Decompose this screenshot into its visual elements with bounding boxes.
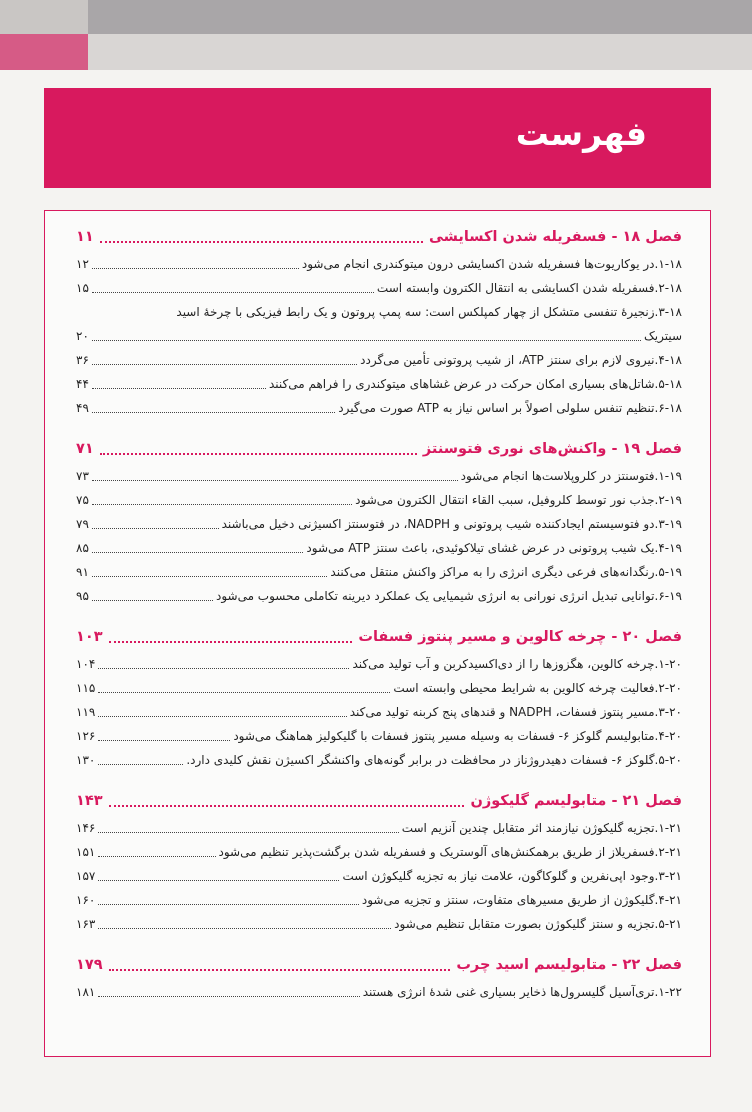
chapter-heading[interactable] [76, 622, 682, 652]
toc-entry[interactable] [76, 488, 682, 512]
entry-page-number: ۷۳ [76, 469, 89, 483]
entry-title: چرخه کالوین، هگزوزها را از دی‌اکسیدکربن و آب تولید می‌کند [352, 657, 655, 671]
leader-dots [92, 388, 266, 389]
chapter-section [76, 786, 682, 936]
chapter-title: فصل ۲۰ - چرخه کالوین و مسیر پنتوز فسفات [358, 629, 682, 645]
entry-title: در یوکاریوت‌ها فسفریله شدن اکسایشی درون میتوکندری انجام می‌شود [301, 257, 655, 271]
toc-entry-line [76, 324, 682, 348]
entry-title: یک شیب پروتونی در عرض غشای تیلاکوئیدی، باعث سنتز ATP می‌شود [306, 541, 655, 555]
leader-dots [92, 480, 458, 481]
leader-dots [98, 928, 391, 929]
entry-title: تری‌آسیل گلیسرول‌ها ذخایر بسیاری غنی شدهٔ انرژی هستند [362, 985, 655, 999]
chapter-page-number: ۱۴۳ [76, 793, 103, 809]
entry-number: ۵-۱۸. [654, 377, 682, 391]
entry-page-number: ۱۶۳ [76, 917, 96, 931]
entry-title: گلوکز ۶- فسفات دهیدروژناز در محافظت در برابر گونه‌های واکنشگر اکسیژن نقش کلیدی دارد. [186, 753, 655, 767]
entry-page-number: ۹۵ [76, 589, 89, 603]
entry-page-number: ۱۳۰ [76, 753, 96, 767]
toc-entry[interactable] [76, 652, 682, 676]
leader-dots [92, 412, 335, 413]
entry-number: ۱-۲۲. [654, 985, 682, 999]
leader-dots [98, 716, 346, 717]
entry-number: ۴-۱۹. [654, 541, 682, 555]
section-gap [76, 608, 682, 622]
leader-dots [109, 795, 465, 807]
entry-title: توانایی تبدیل انرژی نورانی به انرژی شیمیایی یک عملکرد دیرینه تکاملی محسوب می‌شود [215, 589, 655, 603]
entry-number: ۳-۱۸. [654, 305, 682, 319]
toc-entry[interactable] [76, 396, 682, 420]
entry-number: ۳-۲۱. [654, 869, 682, 883]
entry-number: ۶-۱۹. [654, 589, 682, 603]
decor-block [88, 34, 752, 70]
entry-page-number: ۹۱ [76, 565, 89, 579]
entry-number: ۵-۲۱. [654, 917, 682, 931]
entry-number: ۲-۱۹. [654, 493, 682, 507]
leader-dots [98, 692, 390, 693]
entry-page-number: ۴۹ [76, 401, 89, 415]
entry-number: ۱-۱۸. [654, 257, 682, 271]
entry-title: رنگدانه‌های فرعی دیگری انرژی را به مراکز واکنش منتقل می‌کنند [330, 565, 655, 579]
leader-dots [98, 740, 230, 741]
entry-title: جذب نور توسط کلروفیل، سبب القاء انتقال الکترون می‌شود [355, 493, 655, 507]
entry-page-number: ۷۵ [76, 493, 89, 507]
entry-number: ۲-۲۰. [654, 681, 682, 695]
toc-entry[interactable] [76, 276, 682, 300]
chapter-title: فصل ۲۱ - متابولیسم گلیکوژن [470, 793, 682, 809]
entry-number: ۱-۱۹. [654, 469, 682, 483]
chapter-heading[interactable] [76, 950, 682, 980]
toc-entry[interactable] [76, 300, 682, 348]
leader-dots [100, 443, 417, 455]
chapter-title: فصل ۲۲ - متابولیسم اسید چرب [456, 957, 682, 973]
toc-entry-line [76, 300, 682, 324]
entry-page-number: ۱۰۴ [76, 657, 96, 671]
entry-number: ۴-۲۰. [654, 729, 682, 743]
chapter-section [76, 622, 682, 772]
toc-entry[interactable] [76, 888, 682, 912]
chapter-heading[interactable] [76, 434, 682, 464]
toc-entry[interactable] [76, 980, 682, 1004]
entry-page-number: ۱۸۱ [76, 985, 96, 999]
toc-entry[interactable] [76, 512, 682, 536]
entry-number: ۳-۲۰. [654, 705, 682, 719]
toc-entry[interactable] [76, 464, 682, 488]
entry-title: فسفریلاز از طریق برهمکنش‌های آلوستریک و فسفریله شدن برگشت‌پذیر تنظیم می‌شود [218, 845, 655, 859]
chapter-section [76, 434, 682, 608]
entry-page-number: ۱۲۶ [76, 729, 96, 743]
section-gap [76, 772, 682, 786]
entry-number: ۱-۲۰. [654, 657, 682, 671]
toc-entry[interactable] [76, 584, 682, 608]
leader-dots [100, 231, 423, 243]
entry-page-number: ۱۵ [76, 281, 89, 295]
chapter-page-number: ۷۱ [76, 441, 94, 457]
leader-dots [98, 856, 215, 857]
chapter-title: فصل ۱۸ - فسفریله شدن اکسایشی [428, 229, 682, 245]
decor-block [88, 0, 752, 34]
entry-number: ۶-۱۸. [654, 401, 682, 415]
entry-page-number: ۱۵۷ [76, 869, 96, 883]
page-title: فهرست [515, 114, 647, 153]
entry-number: ۲-۱۸. [654, 281, 682, 295]
toc-entry[interactable] [76, 348, 682, 372]
leader-dots [98, 668, 349, 669]
entry-page-number: ۱۱۵ [76, 681, 96, 695]
entry-number: ۵-۲۰. [654, 753, 682, 767]
entry-number: ۳-۱۹. [654, 517, 682, 531]
entry-page-number: ۴۴ [76, 377, 89, 391]
chapter-page-number: ۱۰۳ [76, 629, 103, 645]
leader-dots [92, 552, 304, 553]
entry-page-number: ۱۲ [76, 257, 89, 271]
entry-title: شاتل‌های بسیاری امکان حرکت در عرض غشاهای میتوکندری را فراهم می‌کنند [268, 377, 655, 391]
entry-number: ۴-۲۱. [654, 893, 682, 907]
chapter-page-number: ۱۷۹ [76, 957, 103, 973]
entry-title: نیروی لازم برای سنتز ATP، از شیب پروتونی تأمین می‌گردد [360, 353, 655, 367]
entry-title: متابولیسم گلوکز ۶- فسفات به وسیله مسیر پنتوز فسفات با گلیکولیز هماهنگ می‌شود [233, 729, 655, 743]
table-of-contents [76, 222, 682, 1004]
toc-entry[interactable] [76, 560, 682, 584]
leader-dots [92, 268, 299, 269]
toc-entry[interactable] [76, 372, 682, 396]
entry-page-number: ۷۹ [76, 517, 89, 531]
leader-dots [92, 528, 219, 529]
leader-dots [92, 576, 328, 577]
entry-title: تجزیه و سنتز گلیکوژن بصورت متقابل تنظیم می‌شود [394, 917, 655, 931]
chapter-section [76, 950, 682, 1004]
chapter-title: فصل ۱۹ - واکنش‌های نوری فتوسنتز [422, 441, 682, 457]
title-banner [44, 88, 711, 188]
entry-title-continued: سیتریک [644, 329, 682, 343]
decor-block [0, 34, 88, 70]
chapter-heading[interactable] [76, 222, 682, 252]
entry-number: ۲-۲۱. [654, 845, 682, 859]
entry-number: ۱-۲۱. [654, 821, 682, 835]
entry-title: فسفریله شدن اکسایشی به انتقال الکترون وابسته است [376, 281, 655, 295]
chapter-heading[interactable] [76, 786, 682, 816]
toc-entry[interactable] [76, 864, 682, 888]
leader-dots [92, 600, 213, 601]
leader-dots [109, 959, 451, 971]
leader-dots [98, 764, 183, 765]
toc-entry[interactable] [76, 724, 682, 748]
chapter-section [76, 222, 682, 420]
entry-page-number: ۸۵ [76, 541, 89, 555]
leader-dots [92, 292, 374, 293]
entry-number: ۵-۱۹. [654, 565, 682, 579]
entry-title: دو فتوسیستم ایجادکننده شیب پروتونی و NADPH، در فتوسنتز اکسیژنی دخیل می‌باشند [221, 517, 655, 531]
leader-dots [92, 504, 352, 505]
entry-title: تجزیه گلیکوژن نیازمند اثر متقابل چندین آنزیم است [401, 821, 655, 835]
leader-dots [98, 996, 359, 997]
toc-entry[interactable] [76, 536, 682, 560]
toc-entry[interactable] [76, 912, 682, 936]
toc-entry[interactable] [76, 700, 682, 724]
entry-title: زنجیرهٔ تنفسی متشکل از چهار کمپلکس است: سه پمپ پروتون و یک رابط فیزیکی با چرخهٔ اسید [176, 305, 655, 319]
leader-dots [98, 880, 339, 881]
toc-entry[interactable] [76, 252, 682, 276]
entry-title: فتوسنتز در کلروپلاست‌ها انجام می‌شود [460, 469, 655, 483]
leader-dots [109, 631, 353, 643]
entry-number: ۴-۱۸. [654, 353, 682, 367]
leader-dots [92, 340, 641, 341]
chapter-page-number: ۱۱ [76, 229, 94, 245]
entry-title: مسیر پنتوز فسفات، NADPH و قندهای پنج کربنه تولید می‌کند [349, 705, 655, 719]
toc-entry[interactable] [76, 748, 682, 772]
entry-page-number: ۱۱۹ [76, 705, 96, 719]
entry-page-number: ۱۶۰ [76, 893, 96, 907]
leader-dots [92, 364, 357, 365]
leader-dots [98, 904, 359, 905]
section-gap [76, 420, 682, 434]
entry-title: فعالیت چرخه کالوین به شرایط محیطی وابسته است [393, 681, 655, 695]
entry-page-number: ۱۵۱ [76, 845, 96, 859]
toc-entry[interactable] [76, 676, 682, 700]
section-gap [76, 936, 682, 950]
decor-block [0, 0, 88, 34]
entry-page-number: ۲۰ [76, 329, 89, 343]
entry-title: وجود اپی‌نفرین و گلوکاگون، علامت نیاز به تجزیه گلیکوژن است [342, 869, 655, 883]
toc-entry[interactable] [76, 816, 682, 840]
entry-page-number: ۳۶ [76, 353, 89, 367]
top-decoration [0, 0, 752, 70]
toc-entry[interactable] [76, 840, 682, 864]
entry-page-number: ۱۴۶ [76, 821, 96, 835]
leader-dots [98, 832, 398, 833]
entry-title: تنظیم تنفس سلولی اصولاً بر اساس نیاز به ATP صورت می‌گیرد [338, 401, 655, 415]
entry-title: گلیکوژن از طریق مسیرهای متفاوت، سنتز و تجزیه می‌شود [361, 893, 655, 907]
